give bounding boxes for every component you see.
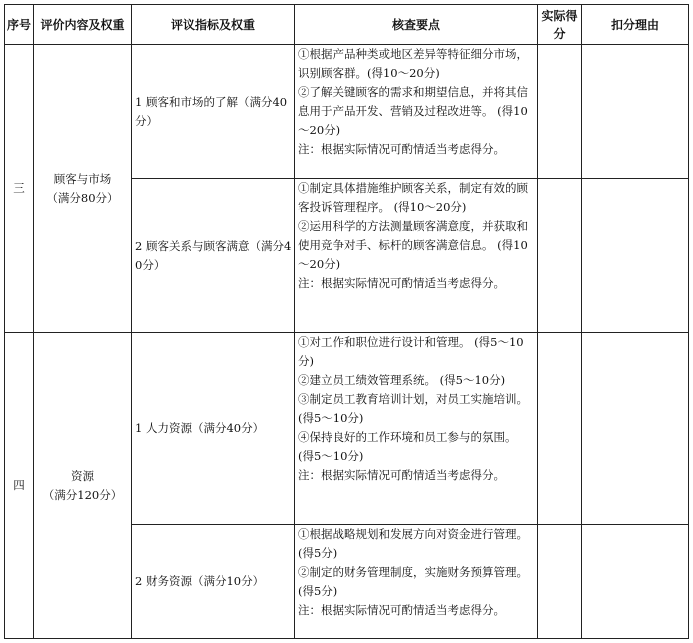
point-item: ②了解关键顾客的需求和期望信息，并将其信息用于产品开发、营销及过程改进等。 (得10～20分) [298,85,528,137]
actual-score-cell[interactable] [538,179,582,333]
point-note: 注：根据实际情况可酌情适当考虑得分。 [298,276,505,290]
header-indicator: 评议指标及权重 [132,5,295,45]
point-item: ①对工作和职位进行设计和管理。 (得5～10分) [298,335,524,368]
section-category: 资源 （满分120分） [34,333,132,639]
point-note: 注：根据实际情况可酌情适当考虑得分。 [298,603,505,617]
indicator-cell: 1 顾客和市场的了解（满分40分） [132,45,295,179]
point-item: ③制定员工教育培训计划，对员工实施培训。 (得5～10分) [298,392,528,425]
evaluation-table [4,4,689,639]
point-item: ①制定具体措施维护顾客关系，制定有效的顾客投诉管理程序。 (得10～20分) [298,181,528,214]
point-item: ①根据产品种类或地区差异等特征细分市场，识别顾客群。(得10～20分) [298,47,528,80]
actual-score-cell[interactable] [538,525,582,639]
deduction-reason-cell[interactable] [582,45,689,179]
deduction-reason-cell[interactable] [582,525,689,639]
deduction-reason-cell[interactable] [582,333,689,525]
section-category: 顾客与市场 （满分80分） [34,45,132,333]
point-item: ②运用科学的方法测量顾客满意度，并获取和使用竞争对手、标杆的顾客满意信息。 (得10～20分) [298,219,528,271]
table-row [5,45,689,179]
points-cell [295,45,538,179]
point-note: 注：根据实际情况可酌情适当考虑得分。 [298,468,505,482]
section-no: 三 [5,45,34,333]
section-no: 四 [5,333,34,639]
table-row [5,333,689,525]
point-item: ②建立员工绩效管理系统。 (得5～10分) [298,373,506,387]
indicator-cell: 2 顾客关系与顾客满意（满分40分） [132,179,295,333]
actual-score-cell[interactable] [538,45,582,179]
header-category: 评价内容及权重 [34,5,132,45]
indicator-cell: 1 人力资源（满分40分） [132,333,295,525]
deduction-reason-cell[interactable] [582,179,689,333]
point-item: ①根据战略规划和发展方向对资金进行管理。 (得5分) [298,527,528,560]
points-cell [295,179,538,333]
point-item: ②制定的财务管理制度，实施财务预算管理。 (得5分) [298,565,528,598]
indicator-cell: 2 财务资源（满分10分） [132,525,295,639]
point-item: ④保持良好的工作环境和员工参与的氛围。 (得5～10分) [298,430,517,463]
points-cell [295,333,538,525]
points-cell [295,525,538,639]
header-points: 核查要点 [295,5,538,45]
actual-score-cell[interactable] [538,333,582,525]
header-row [5,5,689,45]
point-note: 注：根据实际情况可酌情适当考虑得分。 [298,142,505,156]
header-reason: 扣分理由 [582,5,689,45]
header-actual: 实际得分 [538,5,582,45]
header-no: 序号 [5,5,34,45]
